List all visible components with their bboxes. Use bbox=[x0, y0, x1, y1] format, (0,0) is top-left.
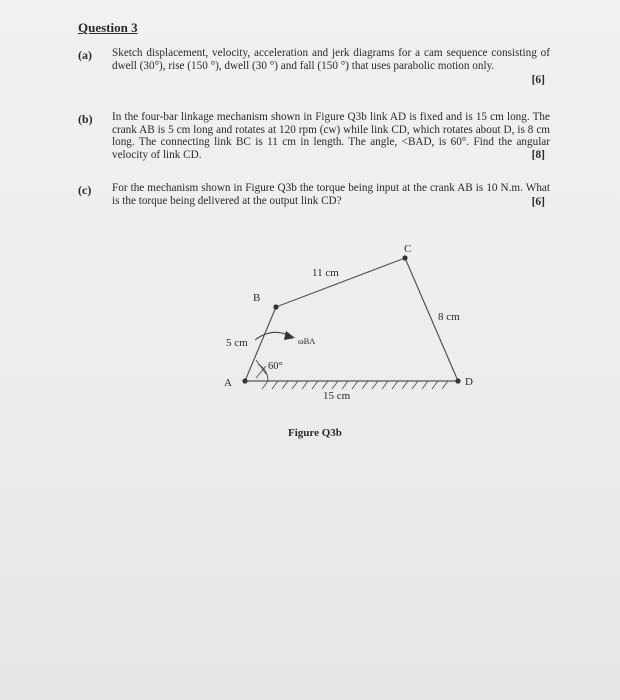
label-bc-length: 11 cm bbox=[312, 267, 339, 279]
figure-caption: Figure Q3b bbox=[288, 427, 342, 439]
label-cd-length: 8 cm bbox=[438, 311, 460, 323]
omega-arrowhead bbox=[284, 331, 295, 340]
angle-arc bbox=[258, 364, 268, 381]
part-c-label: (c) bbox=[78, 183, 92, 197]
label-d: D bbox=[465, 376, 473, 388]
ground-hatching bbox=[262, 381, 448, 389]
part-a-marks: [6] bbox=[531, 74, 545, 86]
joint-a bbox=[242, 378, 247, 383]
part-b-marks: [8] bbox=[531, 149, 545, 161]
label-angle: 60° bbox=[268, 361, 283, 372]
joint-b bbox=[273, 304, 278, 309]
joint-c bbox=[402, 255, 407, 260]
part-c-text: For the mechanism shown in Figure Q3b the torque being input at the crank AB is 10 N.m. What is the torque being delivered at the output link CD? bbox=[112, 182, 550, 207]
label-a: A bbox=[224, 377, 232, 389]
part-a-label: (a) bbox=[78, 48, 92, 62]
joint-d bbox=[455, 378, 460, 383]
label-ab-length: 5 cm bbox=[226, 337, 248, 349]
part-c-marks: [6] bbox=[531, 196, 545, 208]
label-c: C bbox=[404, 243, 412, 255]
part-a-text: Sketch displacement, velocity, acceleration and jerk diagrams for a cam sequence consisting of dwell (30°), rise (150 °), dwell (30 °) and fall (150 °) that uses parabolic motion only. bbox=[112, 47, 550, 72]
label-b: B bbox=[253, 292, 261, 304]
label-ad-length: 15 cm bbox=[323, 390, 351, 402]
part-b-text: In the four-bar linkage mechanism shown in Figure Q3b link AD is fixed and is 15 cm long. The crank AB is 5 cm long and rotates at 120 rpm (cw) while link CD, which rotates about D, is 8 cm long. The connecting link BC is 11 cm in length. The angle, <BAD, is 60°. Find the angular velocity of link CD. bbox=[112, 111, 550, 161]
part-b-label: (b) bbox=[78, 112, 93, 126]
link-bc bbox=[276, 258, 405, 307]
question-title: Question 3 bbox=[78, 20, 138, 35]
label-omega: ωBA bbox=[298, 336, 316, 346]
